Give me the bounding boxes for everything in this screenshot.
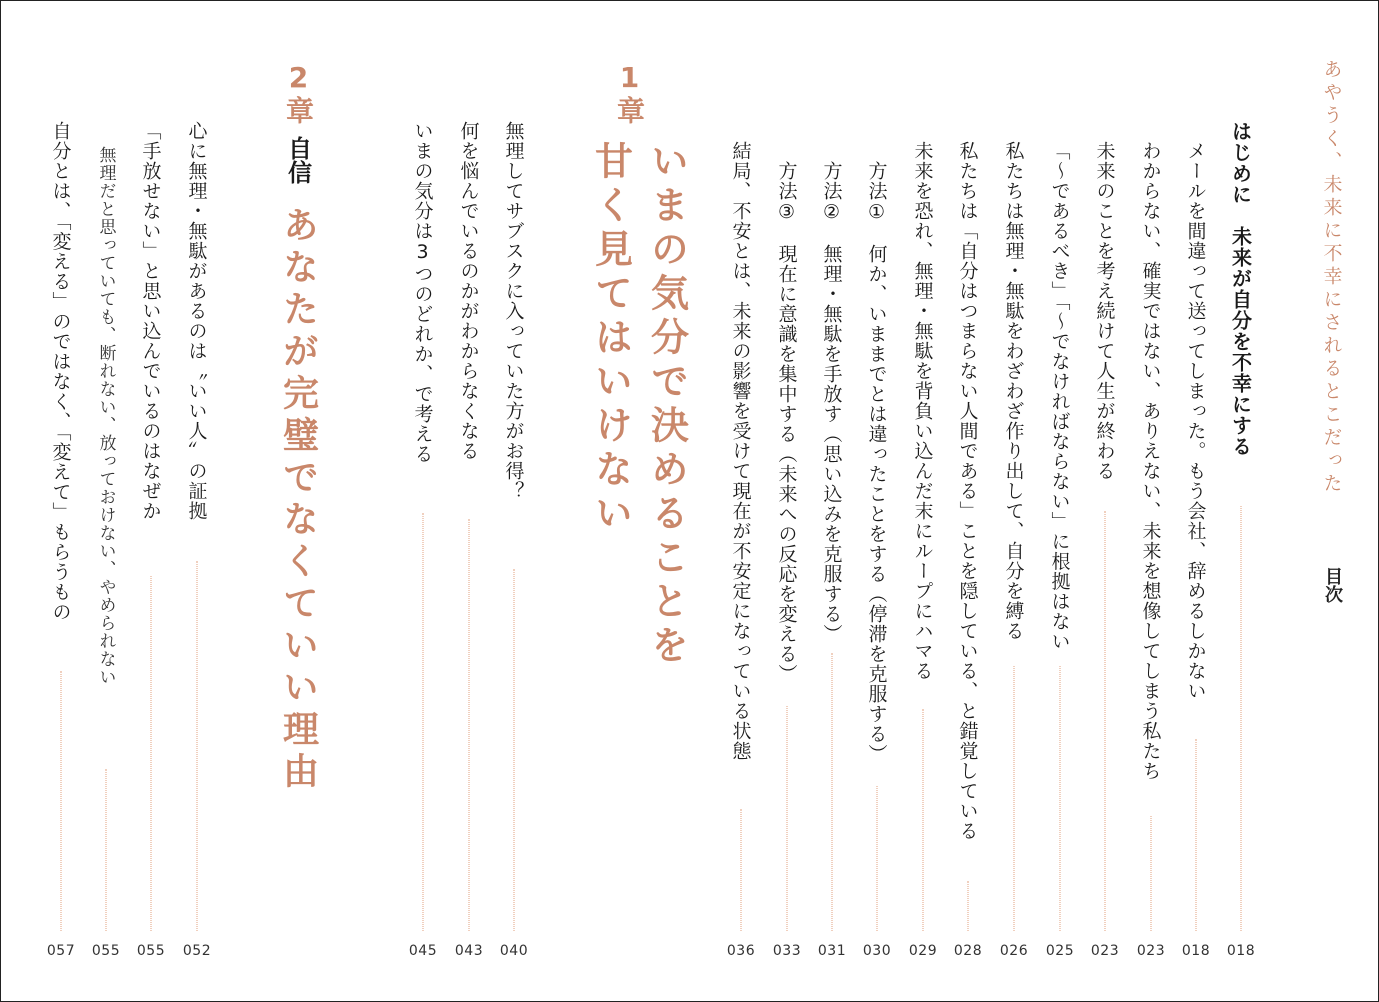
toc-label: 目次 bbox=[1322, 567, 1343, 603]
page-number: 025 bbox=[1045, 943, 1075, 959]
entry-text: 「手放せない」と思い込んでいるのはなぜか bbox=[139, 121, 162, 521]
page-number: 030 bbox=[862, 943, 892, 959]
chapter1-number: 1章 bbox=[613, 61, 646, 126]
page-number: 018 bbox=[1226, 943, 1256, 959]
leader-dots bbox=[469, 519, 470, 931]
intro-heading: はじめに 未来が自分を不幸にする bbox=[1228, 121, 1253, 457]
entry-text: 自分とは、「変える」のではなく、「変えて」もらうもの bbox=[49, 121, 72, 622]
entry-text: 「〜であるべき」「〜でなければならない」に根拠はない bbox=[1048, 141, 1071, 652]
leader-dots bbox=[1241, 506, 1242, 931]
chapter1-title-line1: いまの気分で決めることを bbox=[644, 141, 689, 669]
leader-dots bbox=[1151, 816, 1152, 931]
page-number: 031 bbox=[817, 943, 847, 959]
leader-dots bbox=[787, 706, 788, 931]
page-number: 018 bbox=[1181, 943, 1211, 959]
leader-dots bbox=[1014, 666, 1015, 931]
leader-dots bbox=[197, 561, 198, 931]
page-number: 055 bbox=[91, 943, 121, 959]
page-number: 052 bbox=[182, 943, 212, 959]
page-number: 045 bbox=[408, 943, 438, 959]
entry-text: 未来を恐れ、無理・無駄を背負い込んだ末にループにハマる bbox=[911, 141, 934, 681]
entry-text: 方法① 何か、いままでとは違ったことをする（停滞を克服する） bbox=[865, 161, 888, 764]
leader-dots bbox=[1105, 511, 1106, 931]
leader-dots bbox=[832, 653, 833, 931]
entry-text: 結局、不安とは、未来の影響を受けて現在が不安定になっている状態 bbox=[729, 141, 752, 761]
page-number: 055 bbox=[136, 943, 166, 959]
leader-dots bbox=[1196, 739, 1197, 931]
leader-dots bbox=[423, 513, 424, 931]
leader-dots bbox=[923, 709, 924, 931]
page-number: 057 bbox=[46, 943, 76, 959]
chapter1-title-line2: 甘く見てはいけない bbox=[588, 141, 633, 537]
leader-dots bbox=[968, 881, 969, 931]
page-number: 040 bbox=[499, 943, 529, 959]
entry-text: わからない、確実ではない、ありえない、未来を想像してしまう私たち bbox=[1139, 141, 1162, 781]
entry-text: 心に無理・無駄があるのは〝いい人〟の証拠 bbox=[185, 121, 208, 521]
chapter2-title: あなたが完璧でなくていい理由 bbox=[277, 206, 319, 794]
leader-dots bbox=[151, 576, 152, 931]
page-number: 026 bbox=[999, 943, 1029, 959]
leader-dots bbox=[877, 786, 878, 931]
page-number: 028 bbox=[953, 943, 983, 959]
entry-text: 私たちは「自分はつまらない人間である」ことを隠している、と錯覚している bbox=[956, 141, 979, 841]
entry-text: メールを間違って送ってしまった。もう会社、辞めるしかない bbox=[1184, 141, 1207, 701]
page-number: 029 bbox=[908, 943, 938, 959]
page-number: 023 bbox=[1090, 943, 1120, 959]
leader-dots bbox=[61, 671, 62, 931]
chapter2-number: 2章 bbox=[282, 61, 315, 126]
leader-dots bbox=[106, 769, 107, 931]
entry-text: 無理だと思っていても、断れない、放っておけない、やめられない bbox=[95, 146, 116, 686]
page-number: 036 bbox=[726, 943, 756, 959]
entry-text: 未来のことを考え続けて人生が終わる bbox=[1093, 141, 1116, 481]
page-number: 043 bbox=[454, 943, 484, 959]
page-number: 023 bbox=[1136, 943, 1166, 959]
chapter2-word: 自信 bbox=[283, 136, 312, 184]
entry-text: 方法② 無理・無駄を手放す（思い込みを克服する） bbox=[820, 161, 843, 644]
book-title: あやうく、未来に不幸にされるとこだった bbox=[1320, 59, 1343, 496]
entry-text: 無理してサブスクに入っていた方がお得？ bbox=[502, 121, 525, 501]
leader-dots bbox=[514, 569, 515, 931]
entry-text: いまの気分は3つのどれか、で考える bbox=[411, 121, 434, 464]
entry-text: 方法③ 現在に意識を集中する（未来への反応を変える） bbox=[775, 161, 798, 684]
leader-dots bbox=[1060, 666, 1061, 931]
page-number: 033 bbox=[772, 943, 802, 959]
entry-text: 何を悩んでいるのかがわからなくなる bbox=[457, 121, 480, 461]
entry-text: 私たちは無理・無駄をわざわざ作り出して、自分を縛る bbox=[1002, 141, 1025, 641]
leader-dots bbox=[741, 809, 742, 931]
